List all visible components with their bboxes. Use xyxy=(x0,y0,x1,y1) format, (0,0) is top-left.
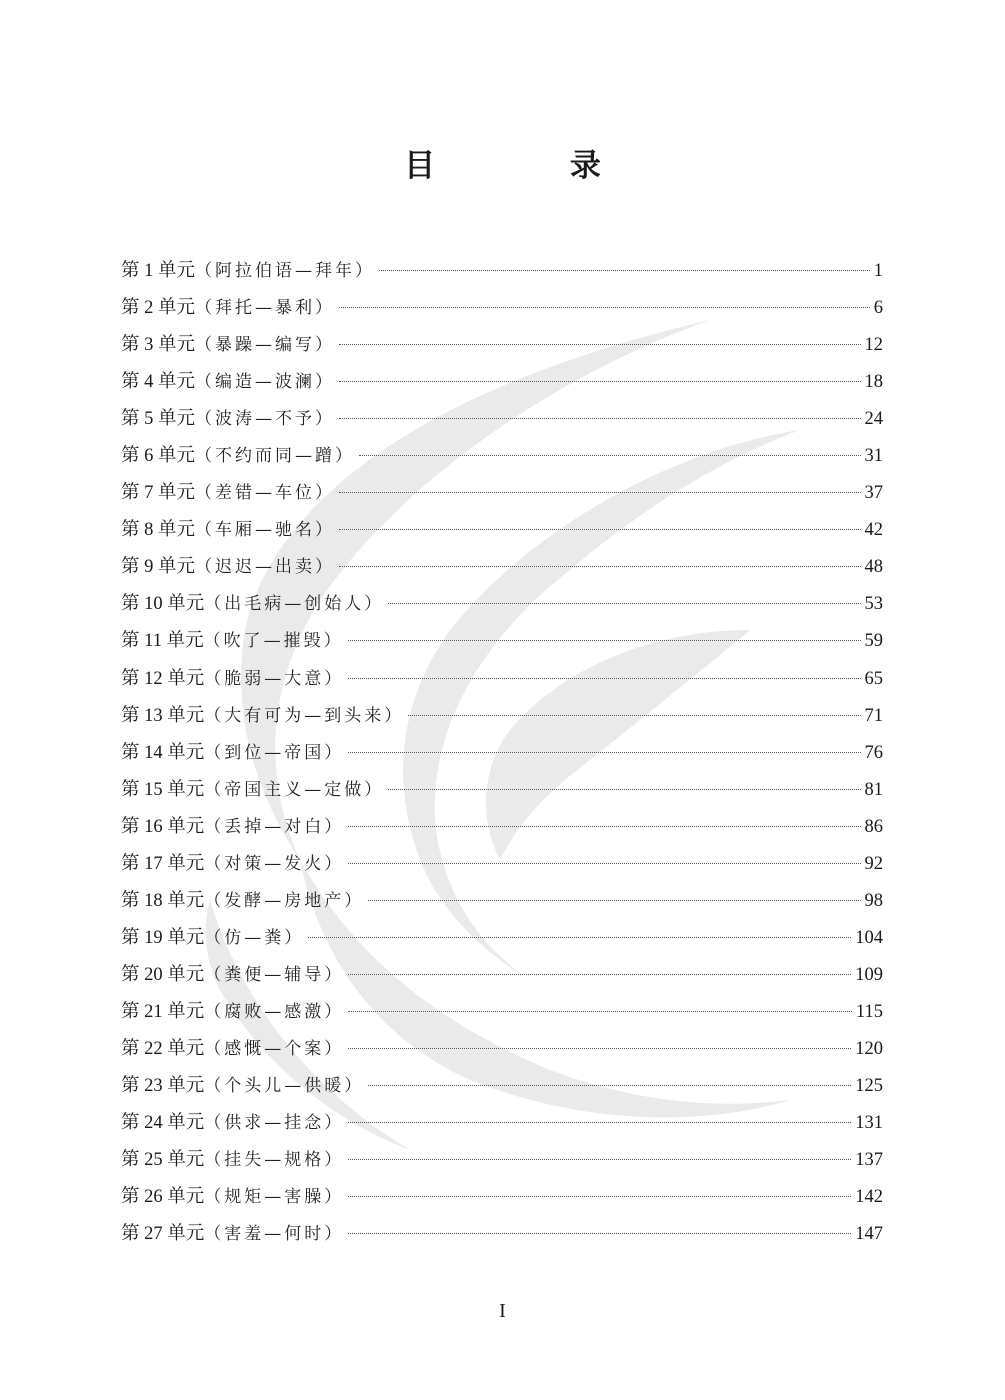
toc-entry-page-number: 98 xyxy=(864,890,883,911)
toc-entry-range: （感慨—个案） xyxy=(204,1038,345,1059)
toc-dot-leader xyxy=(348,678,860,679)
toc-dot-leader xyxy=(348,826,860,827)
toc-entry-unit: 第 14 单元 xyxy=(121,742,205,763)
toc-entry-range: （供求—挂念） xyxy=(204,1113,345,1134)
toc-entry-page-number: 31 xyxy=(864,446,883,467)
toc-entry-unit: 第 2 单元 xyxy=(121,298,196,319)
toc-entry-page-number: 92 xyxy=(864,853,883,874)
toc-entry-page-number: 131 xyxy=(855,1113,883,1134)
toc-entry[interactable] xyxy=(121,586,883,623)
toc-entry[interactable] xyxy=(121,1068,883,1105)
toc-entry[interactable] xyxy=(121,1179,883,1216)
toc-entry-range: （对策—发火） xyxy=(204,853,345,874)
toc-entry-page-number: 125 xyxy=(855,1076,883,1097)
toc-dot-leader xyxy=(379,270,870,271)
toc-entry-unit: 第 7 单元 xyxy=(121,483,196,504)
toc-dot-leader xyxy=(348,863,860,864)
toc-entry[interactable] xyxy=(121,549,883,586)
toc-entry-page-number: 104 xyxy=(855,927,883,948)
toc-entry[interactable] xyxy=(121,438,883,475)
toc-entry-unit: 第 8 单元 xyxy=(121,520,196,541)
toc-entry-page-number: 37 xyxy=(864,483,883,504)
toc-entry-range: （出毛病—创始人） xyxy=(204,594,385,615)
toc-entry-page-number: 18 xyxy=(864,372,883,393)
toc-entry-range: （挂失—规格） xyxy=(204,1150,345,1171)
toc-dot-leader xyxy=(339,344,860,345)
toc-entry-page-number: 115 xyxy=(855,1001,883,1022)
toc-entry[interactable] xyxy=(121,290,883,327)
toc-entry[interactable] xyxy=(121,1031,883,1068)
toc-entry-page-number: 42 xyxy=(864,520,883,541)
toc-entry-unit: 第 21 单元 xyxy=(121,1001,205,1022)
toc-dot-leader xyxy=(348,1159,851,1160)
toc-dot-leader xyxy=(348,974,851,975)
toc-dot-leader xyxy=(348,640,861,641)
toc-entry[interactable] xyxy=(121,475,883,512)
toc-entry-page-number: 109 xyxy=(855,964,883,985)
toc-entry[interactable] xyxy=(121,1142,883,1179)
toc-dot-leader xyxy=(308,937,851,938)
toc-entry[interactable] xyxy=(121,809,883,846)
toc-entry-unit: 第 6 单元 xyxy=(121,446,196,467)
toc-entry-unit: 第 22 单元 xyxy=(121,1038,205,1059)
toc-entry[interactable] xyxy=(121,327,883,364)
toc-entry-page-number: 6 xyxy=(873,298,883,319)
toc-entry-unit: 第 25 单元 xyxy=(121,1150,205,1171)
toc-entry-range: （个头儿—供暖） xyxy=(204,1076,365,1097)
toc-dot-leader xyxy=(339,492,860,493)
toc-dot-leader xyxy=(348,1233,851,1234)
toc-entry[interactable] xyxy=(121,401,883,438)
toc-entry-unit: 第 26 单元 xyxy=(121,1187,205,1208)
toc-entry-page-number: 147 xyxy=(855,1224,883,1245)
toc-entry-unit: 第 19 单元 xyxy=(121,927,205,948)
toc-entry-unit: 第 13 单元 xyxy=(121,705,205,726)
toc-dot-leader xyxy=(348,1011,852,1012)
toc-entry-unit: 第 17 单元 xyxy=(121,853,205,874)
toc-entry-range: （脆弱—大意） xyxy=(204,668,345,689)
toc-entry-range: （仿—粪） xyxy=(204,927,305,948)
toc-entry-page-number: 59 xyxy=(864,631,883,652)
toc-dot-leader xyxy=(408,715,860,716)
toc-entry-unit: 第 23 单元 xyxy=(121,1076,205,1097)
table-of-contents xyxy=(121,253,883,1253)
toc-entry-range: （差错—车位） xyxy=(195,483,336,504)
toc-entry-page-number: 137 xyxy=(855,1150,883,1171)
toc-dot-leader xyxy=(339,307,870,308)
toc-entry-page-number: 86 xyxy=(864,816,883,837)
toc-entry-page-number: 12 xyxy=(864,335,883,356)
toc-entry-range: （不约而同—蹭） xyxy=(195,446,356,467)
toc-entry-page-number: 76 xyxy=(864,742,883,763)
toc-entry-unit: 第 10 单元 xyxy=(121,594,205,615)
toc-entry[interactable] xyxy=(121,883,883,920)
toc-entry-unit: 第 9 单元 xyxy=(121,557,196,578)
toc-entry-unit: 第 1 单元 xyxy=(121,261,196,281)
toc-entry[interactable] xyxy=(121,994,883,1031)
toc-entry-page-number: 81 xyxy=(864,779,883,800)
toc-entry-unit: 第 4 单元 xyxy=(121,372,196,393)
toc-dot-leader xyxy=(359,455,860,456)
toc-dot-leader xyxy=(348,1122,851,1123)
toc-entry-unit: 第 27 单元 xyxy=(121,1224,205,1245)
toc-entry-unit: 第 3 单元 xyxy=(121,335,196,356)
toc-dot-leader xyxy=(388,603,860,604)
toc-entry-range: （粪便—辅导） xyxy=(204,964,345,985)
toc-entry-range: （吹了—摧毁） xyxy=(203,631,344,652)
toc-dot-leader xyxy=(348,1196,851,1197)
toc-entry-range: （阿拉伯语—拜年） xyxy=(195,261,376,281)
toc-entry[interactable] xyxy=(121,253,883,290)
toc-entry[interactable] xyxy=(121,661,883,698)
toc-entry-unit: 第 11 单元 xyxy=(121,631,204,652)
page-number: I xyxy=(499,1300,506,1322)
toc-entry-unit: 第 16 单元 xyxy=(121,816,205,837)
toc-entry-range: （迟迟—出卖） xyxy=(195,557,336,578)
toc-dot-leader xyxy=(388,789,860,790)
toc-entry[interactable] xyxy=(121,512,883,549)
toc-entry-page-number: 142 xyxy=(855,1187,883,1208)
toc-dot-leader xyxy=(348,1048,851,1049)
toc-entry-unit: 第 5 单元 xyxy=(121,409,196,430)
toc-entry-range: （腐败—感激） xyxy=(204,1001,345,1022)
toc-entry-page-number: 65 xyxy=(864,668,883,689)
toc-entry-range: （车厢—驰名） xyxy=(195,520,336,541)
toc-entry-unit: 第 20 单元 xyxy=(121,964,205,985)
toc-entry-page-number: 24 xyxy=(864,409,883,430)
toc-entry[interactable] xyxy=(121,1216,883,1253)
toc-entry[interactable] xyxy=(121,920,883,957)
toc-entry[interactable] xyxy=(121,698,883,735)
toc-entry[interactable] xyxy=(121,1105,883,1142)
toc-entry[interactable] xyxy=(121,364,883,401)
toc-entry-range: （编造—波澜） xyxy=(195,372,336,393)
toc-entry-range: （拜托—暴利） xyxy=(195,298,336,319)
toc-entry-range: （规矩—害臊） xyxy=(204,1187,345,1208)
toc-entry-range: （发酵—房地产） xyxy=(204,890,365,911)
toc-entry[interactable] xyxy=(121,623,883,660)
toc-dot-leader xyxy=(339,418,860,419)
toc-entry-page-number: 48 xyxy=(864,557,883,578)
toc-dot-leader xyxy=(368,1085,851,1086)
toc-entry-unit: 第 12 单元 xyxy=(121,668,205,689)
toc-dot-leader xyxy=(339,566,860,567)
toc-entry[interactable] xyxy=(121,957,883,994)
toc-entry-range: （大有可为—到头来） xyxy=(204,705,405,726)
toc-entry-range: （到位—帝国） xyxy=(204,742,345,763)
toc-entry-range: （害羞—何时） xyxy=(204,1224,345,1245)
toc-entry-unit: 第 15 单元 xyxy=(121,779,205,800)
toc-entry-unit: 第 24 单元 xyxy=(121,1113,205,1134)
toc-dot-leader xyxy=(339,381,860,382)
page-title: 目 录 xyxy=(404,148,663,184)
toc-entry-page-number: 120 xyxy=(855,1038,883,1059)
toc-dot-leader xyxy=(348,752,860,753)
toc-entry-range: （帝国主义—定做） xyxy=(204,779,385,800)
toc-entry-range: （丢掉—对白） xyxy=(204,816,345,837)
toc-entry-unit: 第 18 单元 xyxy=(121,890,205,911)
toc-entry-page-number: 1 xyxy=(873,261,883,281)
toc-entry-page-number: 53 xyxy=(864,594,883,615)
toc-entry[interactable] xyxy=(121,735,883,772)
toc-entry-page-number: 71 xyxy=(864,705,883,726)
toc-dot-leader xyxy=(339,529,860,530)
toc-entry[interactable] xyxy=(121,846,883,883)
toc-dot-leader xyxy=(368,900,860,901)
toc-entry-range: （波涛—不予） xyxy=(195,409,336,430)
toc-entry[interactable] xyxy=(121,772,883,809)
toc-entry-range: （暴躁—编写） xyxy=(195,335,336,356)
